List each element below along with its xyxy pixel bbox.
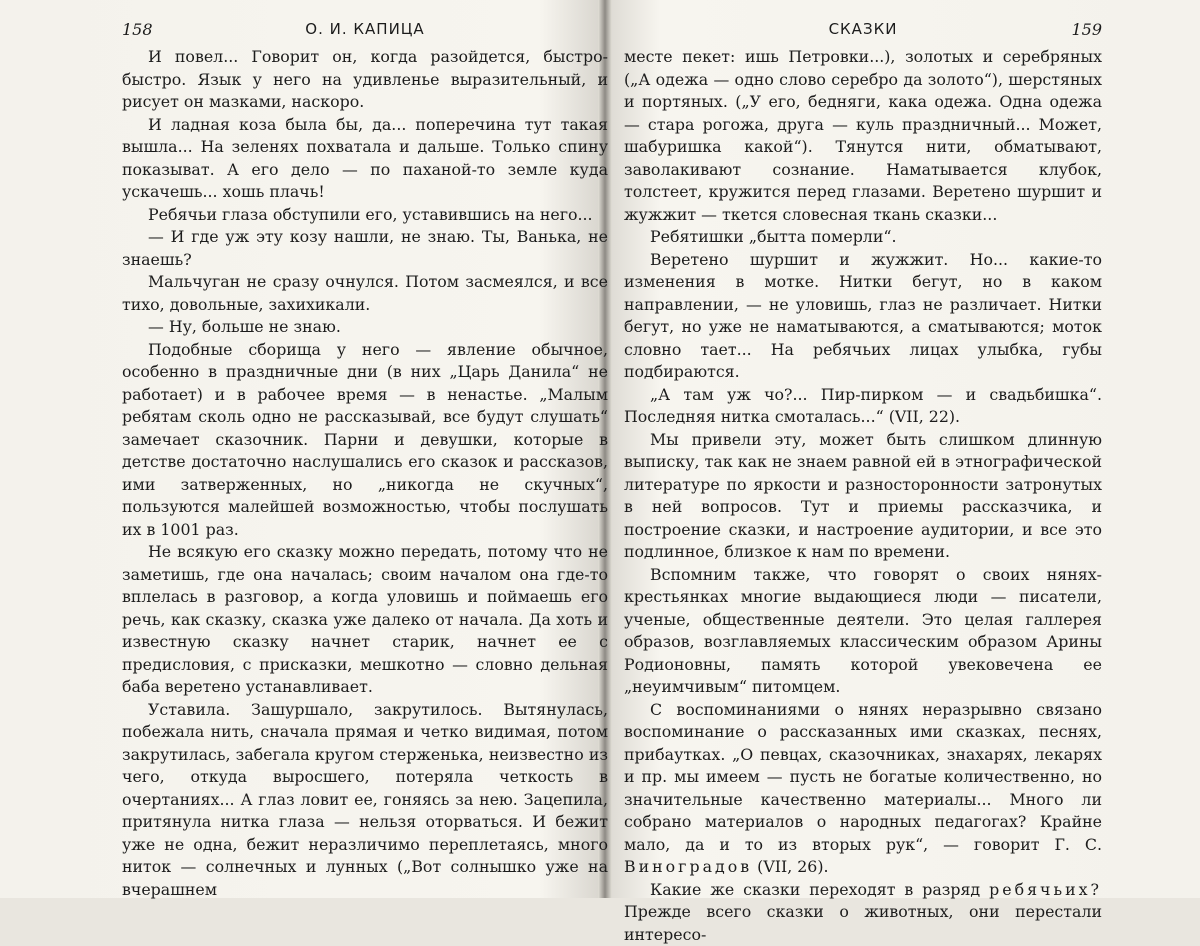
paragraph: Веретено шуршит и жужжит. Но... какие-то изменения в мотке. Нитки бегут, но в каком направлении, — не уловишь, глаз не различает. Нитки бегут, но уже не наматываются, а сматываются; моток словно тает... На ребячьих лицах улыбка, губы подбираются. <box>624 249 1102 384</box>
emphasized-word: ребячьих? <box>989 880 1102 899</box>
paragraph: Подобные сборища у него — явление обычное, особенно в праздничные дни (в них „Царь Данила“ не работает) и в рабочее время — в ненастье. „Малым ребятам сколь одно не рассказывай, все будут слушать“ замечает сказочник. Парни и девушки, которые в детстве достаточно наслушались его сказок и рассказов, ими затверженных, но „никогда не скучных“, пользуются малейшей возможностью, чтобы послушать их в 1001 раз. <box>122 339 608 542</box>
right-page-text <box>624 46 1102 946</box>
citation: (VII, 26). <box>757 857 828 876</box>
right-page <box>624 12 1102 892</box>
left-running-head: О. И. КАПИЦА <box>122 20 608 38</box>
left-page-header <box>122 12 608 46</box>
paragraph: Не всякую его сказку можно передать, потому что не заметишь, где она началась; своим началом она где-то вплелась в разговор, а когда уловишь и поймаешь его речь, как сказку, сказка уже далеко от начала. Да хоть и известную сказку начнет старик, начнет ее с предисловия, с присказки, мешкотно — словно дельная баба веретено устанавливает. <box>122 541 608 699</box>
paragraph: „А там уж чо?... Пир-пирком — и свадьбишка“. Последняя нитка смоталась...“ (VII, 22). <box>624 384 1102 429</box>
right-running-head: СКАЗКИ <box>624 20 1102 38</box>
paragraph: Мальчуган не сразу очнулся. Потом засмеялся, и все тихо, довольные, захихикали. <box>122 271 608 316</box>
paragraph-text: Какие же сказки переходят в разряд <box>650 880 980 899</box>
left-page <box>122 12 608 892</box>
paragraph: Вспомним также, что говорят о своих нянях-крестьянках многие выдающиеся люди — писатели, ученые, общественные деятели. Это целая галлерея образов, возглавляемых классическим образом Арины Родионовны, память которой увековечена ее „неуимчивым“ питомцем. <box>624 564 1102 699</box>
paragraph <box>624 699 1102 879</box>
cited-author: Виноградов <box>624 857 752 876</box>
paragraph: И повел... Говорит он, когда разойдется, быстро-быстро. Язык у него на удивленье выразительный, и рисует он мазками, наскоро. <box>122 46 608 114</box>
paragraph: Мы привели эту, может быть слишком длинную выписку, так как не знаем равной ей в этнографической литературе по яркости и разносторонности затронутых в ней вопросов. Тут и приемы рассказчика, и построение сказки, и настроение аудитории, и все это подлинное, близкое к нам по времени. <box>624 429 1102 564</box>
paragraph: Ребятишки „бытта померли“. <box>624 226 1102 249</box>
paragraph: — Ну, больше не знаю. <box>122 316 608 339</box>
paragraph: — И где уж эту козу нашли, не знаю. Ты, Ванька, не знаешь? <box>122 226 608 271</box>
paragraph <box>624 879 1102 946</box>
paragraph: месте пекет: ишь Петровки...), золотых и серебряных („А одежа — одно слово серебро да золото“), шерстяных и портяных. („У его, бедняги, кака одежа. Одна одежа — стара рогожа, друга — куль праздничный... Может, шабуришка какой“). Тянутся нити, обматывают, заволакивают сознание. Наматывается клубок, толстеет, кружится перед глазами. Веретено шуршит и жужжит — ткется словесная ткань сказки... <box>624 46 1102 226</box>
right-page-number: 159 <box>1071 20 1102 39</box>
left-page-number: 158 <box>122 20 153 39</box>
right-page-header <box>624 12 1102 46</box>
paragraph: И ладная коза была бы, да... поперечина тут такая вышла... На зеленях похватала и дальше. Только спину показыват. А его дело — по паханой-то земле куда ускачешь... хошь плачь! <box>122 114 608 204</box>
paragraph: Ребячьи глаза обступили его, уставившись на него... <box>122 204 608 227</box>
left-page-text <box>122 46 608 901</box>
paragraph-text: Прежде всего сказки о животных, они перестали интересо- <box>624 902 1102 944</box>
paragraph-text: С воспоминаниями о нянях неразрывно связано воспоминание о рассказанных ими сказках, песнях, прибаутках. „О певцах, сказочниках, знахарях, лекарях и пр. мы имеем — пусть не богатые количественно, но значительные качественно материалы... Много ли собрано материалов о народных педагогах? Крайне мало, да и то из вторых рук“, — говорит Г. С. <box>624 700 1102 854</box>
paragraph: Уставила. Зашуршало, закрутилось. Вытянулась, побежала нить, сначала прямая и четко видимая, потом закрутилась, забегала кругом стерженька, неизвестно из чего, откуда выросшего, потеряла четкость в очертаниях... А глаз ловит ее, гоняясь за нею. Зацепила, притянула нитка глаза — нельзя оторваться. И бежит уже не одна, бежит неразличимо переплетаясь, много ниток — солнечных и лунных („Вот солнышко уже на вчерашнем <box>122 699 608 902</box>
